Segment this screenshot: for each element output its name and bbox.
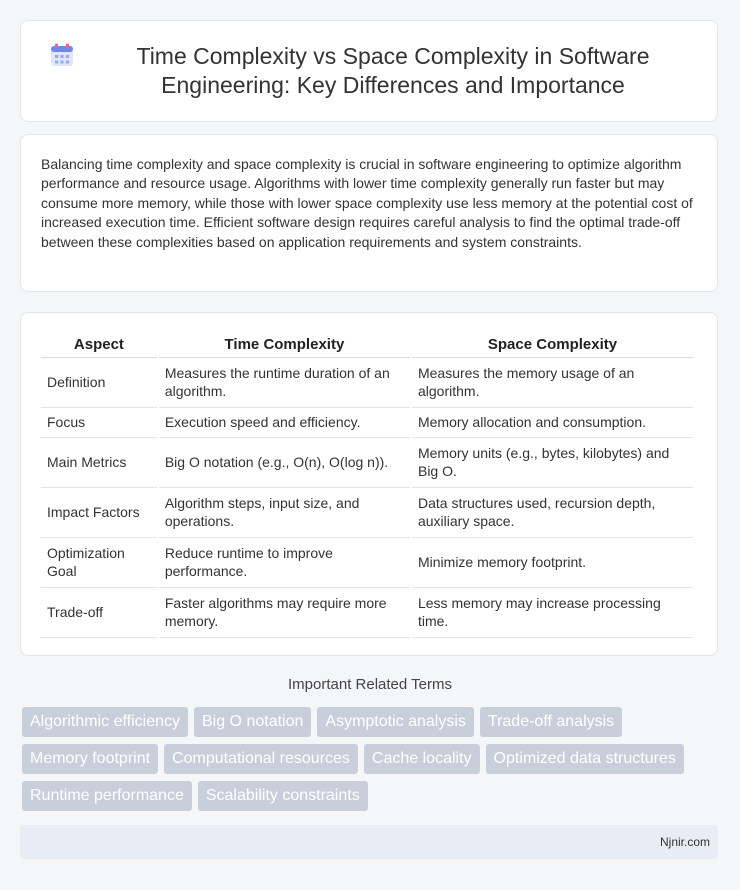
table-cell-aspect: Focus	[41, 408, 157, 438]
term-tag[interactable]: Scalability constraints	[198, 781, 368, 811]
table-header-row	[41, 331, 693, 358]
page-title: Time Complexity vs Space Complexity in Software Engineering: Key Differences and Importance	[136, 43, 650, 98]
calendar-icon	[49, 42, 75, 68]
column-header-space-complexity: Space Complexity	[412, 331, 693, 358]
table-cell-aspect: Main Metrics	[41, 438, 157, 488]
table-cell-aspect: Definition	[41, 358, 157, 408]
table-cell-time: Reduce runtime to improve performance.	[159, 538, 410, 588]
table-cell-space: Data structures used, recursion depth, auxiliary space.	[412, 488, 693, 538]
intro-paragraph: Balancing time complexity and space complexity is crucial in software engineering to optimize algorithm performance and resource usage. Algorithms with lower time complexity generally run faster but may consume more memory, while those with lower space complexity use less memory at the potential cost of increased execution time. Efficient software design requires careful analysis to find the optimal trade-off between these complexities based on application requirements and system constraints.	[41, 156, 693, 250]
comparison-table	[39, 331, 695, 638]
table-cell-time: Measures the runtime duration of an algorithm.	[159, 358, 410, 408]
table-row	[41, 408, 693, 438]
table-cell-space: Measures the memory usage of an algorithm.	[412, 358, 693, 408]
table-cell-space: Less memory may increase processing time.	[412, 588, 693, 638]
comparison-table-card	[20, 312, 718, 656]
term-tag[interactable]: Runtime performance	[22, 781, 192, 811]
table-cell-time: Execution speed and efficiency.	[159, 408, 410, 438]
term-tag[interactable]: Asymptotic analysis	[317, 707, 474, 737]
column-header-aspect: Aspect	[41, 331, 157, 358]
table-cell-space: Memory allocation and consumption.	[412, 408, 693, 438]
table-cell-aspect: Trade-off	[41, 588, 157, 638]
footer-bar	[20, 825, 718, 859]
table-cell-space: Minimize memory footprint.	[412, 538, 693, 588]
term-tag[interactable]: Memory footprint	[22, 744, 158, 774]
term-tag[interactable]: Big O notation	[194, 707, 311, 737]
table-cell-time: Faster algorithms may require more memory.	[159, 588, 410, 638]
related-terms-heading: Important Related Terms	[288, 676, 452, 693]
term-tag[interactable]: Cache locality	[364, 744, 480, 774]
table-row	[41, 588, 693, 638]
footer-site-link[interactable]: Njnir.com	[659, 835, 710, 849]
title-wrap	[49, 42, 689, 100]
table-cell-time: Big O notation (e.g., O(n), O(log n)).	[159, 438, 410, 488]
table-cell-space: Memory units (e.g., bytes, kilobytes) and Big O.	[412, 438, 693, 488]
table-row	[41, 358, 693, 408]
title-card	[20, 20, 718, 122]
table-cell-aspect: Impact Factors	[41, 488, 157, 538]
table-cell-aspect: Optimization Goal	[41, 538, 157, 588]
related-terms-list	[22, 707, 722, 811]
table-row	[41, 488, 693, 538]
table-cell-time: Algorithm steps, input size, and operations.	[159, 488, 410, 538]
term-tag[interactable]: Trade-off analysis	[480, 707, 622, 737]
intro-card	[20, 134, 718, 292]
term-tag[interactable]: Algorithmic efficiency	[22, 707, 188, 737]
table-row	[41, 538, 693, 588]
term-tag[interactable]: Optimized data structures	[486, 744, 684, 774]
table-row	[41, 438, 693, 488]
term-tag[interactable]: Computational resources	[164, 744, 358, 774]
column-header-time-complexity: Time Complexity	[159, 331, 410, 358]
